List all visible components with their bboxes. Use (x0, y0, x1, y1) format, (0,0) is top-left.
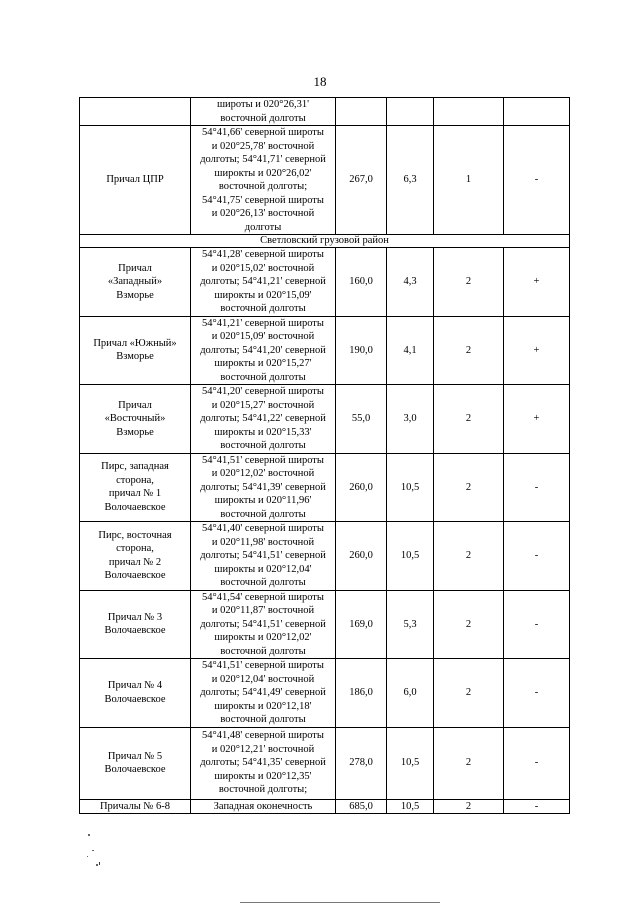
page-number: 18 (313, 74, 327, 89)
count-cell: 2 (434, 659, 504, 728)
table-row (80, 453, 570, 522)
coordinates-cell: 54°41,54' северной широты и 020°11,87' восточной долготы; 54°41,51' северной широкты и 020°12,02' восточной долготы (191, 590, 336, 659)
length-cell: 169,0 (336, 590, 387, 659)
bottom-edge-line (240, 902, 440, 903)
length-cell: 278,0 (336, 727, 387, 799)
length-cell: 685,0 (336, 799, 387, 814)
length-cell: 260,0 (336, 522, 387, 591)
count-cell: 2 (434, 248, 504, 317)
count-cell: 2 (434, 799, 504, 814)
length-cell: 160,0 (336, 248, 387, 317)
coordinates-cell: 54°41,28' северной широты и 020°15,02' восточной долготы; 54°41,21' северной широкты и 020°15,09' восточной долготы (191, 248, 336, 317)
coordinates-cell: 54°41,21' северной широты и 020°15,09' восточной долготы; 54°41,20' северной широкты и 020°15,27' восточной долготы (191, 316, 336, 385)
depth-cell: 6,3 (387, 126, 434, 235)
mark-cell: - (504, 659, 570, 728)
length-cell: 190,0 (336, 316, 387, 385)
berth-name-cell: Причал ЦПР (80, 126, 191, 235)
berth-name-cell: Причалы № 6-8 (80, 799, 191, 814)
depth-cell: 6,0 (387, 659, 434, 728)
depth-cell: 4,1 (387, 316, 434, 385)
depth-cell: 10,5 (387, 522, 434, 591)
length-cell: 267,0 (336, 126, 387, 235)
depth-cell: 3,0 (387, 385, 434, 454)
table-row (80, 316, 570, 385)
count-cell: 2 (434, 522, 504, 591)
count-cell: 2 (434, 453, 504, 522)
length-cell (336, 98, 387, 126)
berth-name-cell (80, 98, 191, 126)
berth-name-cell: Причал «Восточный» Взморье (80, 385, 191, 454)
count-cell: 2 (434, 385, 504, 454)
mark-cell: - (504, 590, 570, 659)
count-cell: 2 (434, 316, 504, 385)
depth-cell: 5,3 (387, 590, 434, 659)
mark-cell: - (504, 453, 570, 522)
berth-name-cell: Причал № 4 Волочаевское (80, 659, 191, 728)
table-row (80, 385, 570, 454)
berth-name-cell: Причал «Западный» Взморье (80, 248, 191, 317)
berth-name-cell: Пирс, западная сторона, причал № 1 Волочаевское (80, 453, 191, 522)
coordinates-cell: 54°41,48' северной широты и 020°12,21' восточной долготы; 54°41,35' северной широкты и 020°12,35' восточной долготы; (191, 727, 336, 799)
mark-cell: - (504, 126, 570, 235)
depth-cell: 10,5 (387, 727, 434, 799)
length-cell: 260,0 (336, 453, 387, 522)
table-row (80, 799, 570, 814)
mark-cell: + (504, 316, 570, 385)
length-cell: 55,0 (336, 385, 387, 454)
count-cell: 2 (434, 727, 504, 799)
mark-cell (504, 98, 570, 126)
length-cell: 186,0 (336, 659, 387, 728)
section-row (80, 235, 570, 248)
coordinates-cell: 54°41,20' северной широты и 020°15,27' восточной долготы; 54°41,22' северной широкты и 020°15,33' восточной долготы (191, 385, 336, 454)
mark-cell: + (504, 248, 570, 317)
mark-cell: + (504, 385, 570, 454)
mark-cell: - (504, 799, 570, 814)
berth-rows (80, 248, 570, 800)
table-row (80, 590, 570, 659)
table-row (80, 522, 570, 591)
coordinates-cell: 54°41,51' северной широты и 020°12,02' восточной долготы; 54°41,39' северной широкты и 020°11,96' восточной долготы (191, 453, 336, 522)
coordinates-cell: 54°41,51' северной широты и 020°12,04' восточной долготы; 54°41,49' северной широкты и 020°12,18' восточной долготы (191, 659, 336, 728)
pen-marks (86, 832, 116, 872)
mark-cell: - (504, 727, 570, 799)
count-cell: 1 (434, 126, 504, 235)
berth-name-cell: Причал № 3 Волочаевское (80, 590, 191, 659)
section-title: Светловский грузовой район (80, 235, 570, 248)
table-row (80, 126, 570, 235)
coordinates-cell: 54°41,40' северной широты и 020°11,98' восточной долготы; 54°41,51' северной широкты и 020°12,04' восточной долготы (191, 522, 336, 591)
count-cell: 2 (434, 590, 504, 659)
depth-cell: 4,3 (387, 248, 434, 317)
berths-table (79, 97, 570, 814)
table-row (80, 659, 570, 728)
coordinates-cell: Западная оконечность (191, 799, 336, 814)
mark-cell: - (504, 522, 570, 591)
table-row (80, 98, 570, 126)
depth-cell (387, 98, 434, 126)
berth-name-cell: Причал «Южный» Взморье (80, 316, 191, 385)
berth-name-cell: Пирс, восточная сторона, причал № 2 Волочаевское (80, 522, 191, 591)
table-row (80, 248, 570, 317)
depth-cell: 10,5 (387, 799, 434, 814)
table-row (80, 727, 570, 799)
coordinates-cell: широты и 020°26,31' восточной долготы (191, 98, 336, 126)
depth-cell: 10,5 (387, 453, 434, 522)
count-cell (434, 98, 504, 126)
berth-name-cell: Причал № 5 Волочаевское (80, 727, 191, 799)
coordinates-cell: 54°41,66' северной широты и 020°25,78' восточной долготы; 54°41,71' северной широкты и 020°26,02' восточной долготы; 54°41,75' северной широты и 020°26,13' восточной долготы (191, 126, 336, 235)
